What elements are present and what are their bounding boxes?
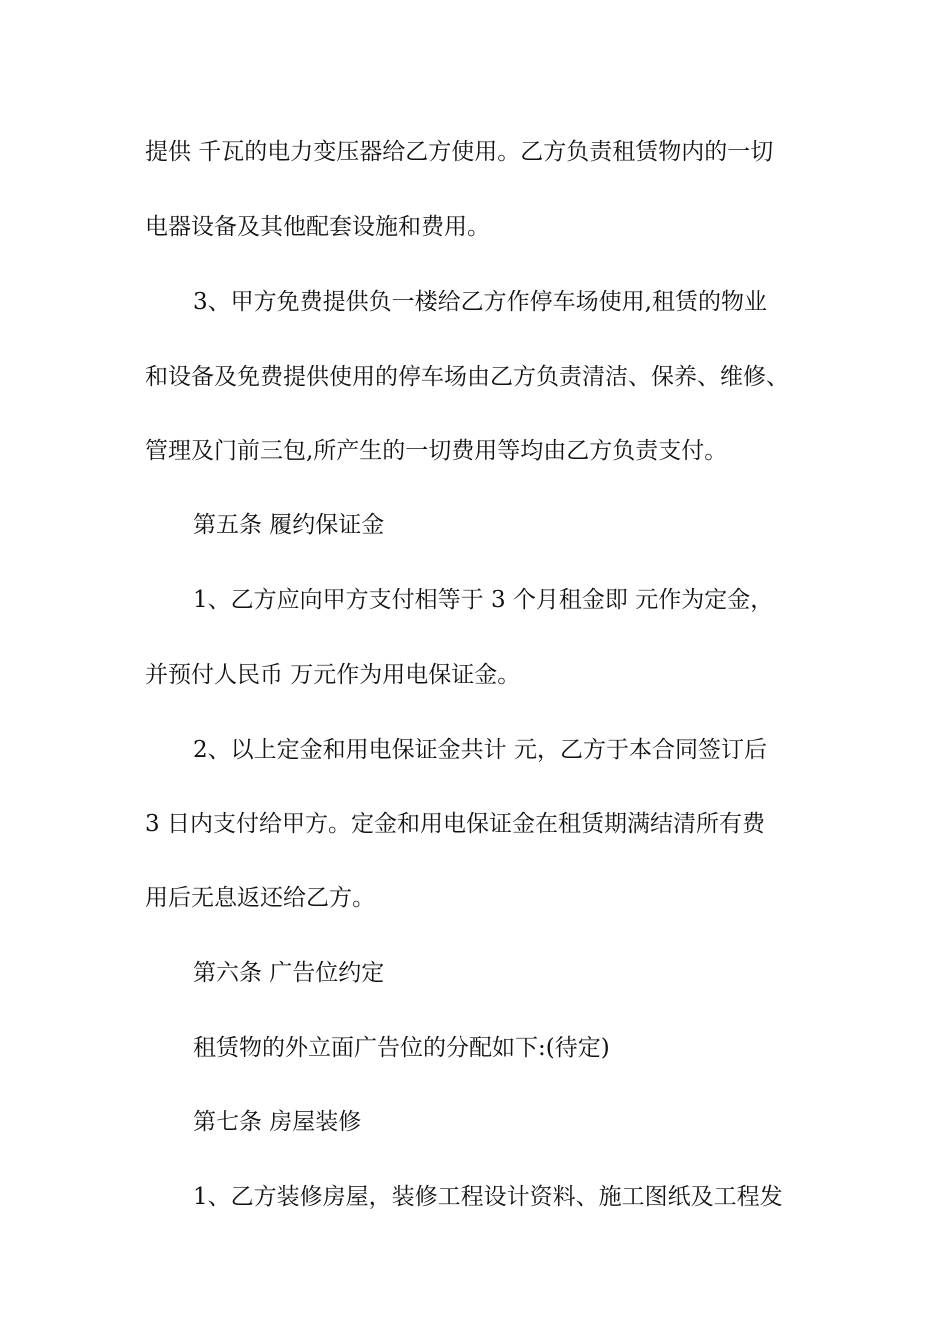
paragraph-line: 用后无息返还给乙方。	[145, 885, 375, 911]
section-heading-article-7: 第七条 房屋装修	[193, 1109, 362, 1135]
clause-item-2: 2、以上定金和用电保证金共计 元，乙方于本合同签订后	[193, 737, 767, 763]
paragraph-line: 3 日内支付给甲方。定金和用电保证金在租赁期满结清所有费	[145, 811, 765, 837]
paragraph-line: 提供 千瓦的电力变压器给乙方使用。乙方负责租赁物内的一切	[145, 139, 774, 165]
paragraph-line: 并预付人民币 万元作为用电保证金。	[145, 662, 521, 688]
section-heading-article-6: 第六条 广告位约定	[193, 960, 385, 986]
paragraph-line: 租赁物的外立面广告位的分配如下:(待定)	[193, 1035, 610, 1061]
clause-item-1: 1、乙方应向甲方支付相等于 3 个月租金即 元作为定金，	[193, 587, 774, 613]
clause-item-1: 1、乙方装修房屋，装修工程设计资料、施工图纸及工程发	[193, 1184, 783, 1210]
paragraph-line: 管理及门前三包,所产生的一切费用等均由乙方负责支付。	[145, 438, 728, 464]
paragraph-line: 电器设备及其他配套设施和费用。	[145, 214, 490, 240]
paragraph-line: 和设备及免费提供使用的停车场由乙方负责清洁、保养、维修、	[145, 364, 789, 390]
section-heading-article-5: 第五条 履约保证金	[193, 512, 385, 538]
clause-item-3: 3、甲方免费提供负一楼给乙方作停车场使用,租赁的物业	[193, 289, 767, 315]
